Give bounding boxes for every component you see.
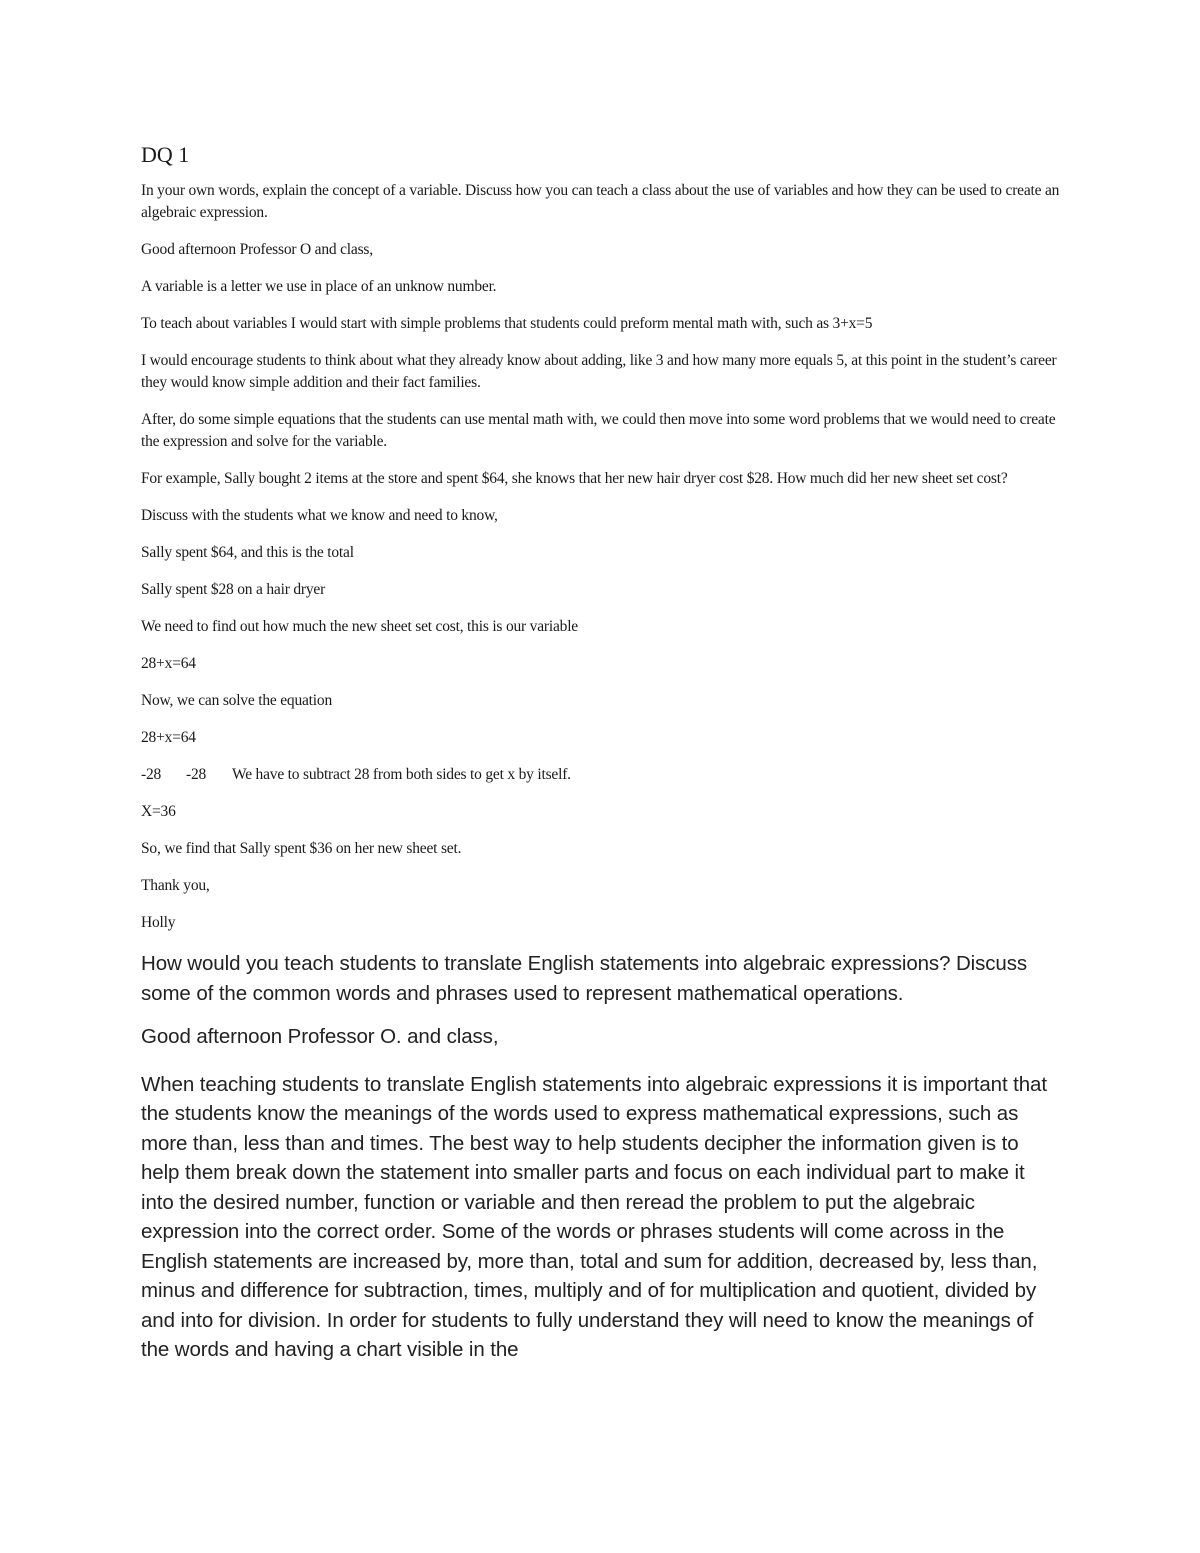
subtract-right: -28 <box>186 766 207 783</box>
document-page <box>141 140 1061 1365</box>
question-2: How would you teach students to translate English statements into algebraic expressions? Discuss some of the common words and phrases used to represent mathematical operations. <box>141 952 1028 1005</box>
paragraph-discuss: Discuss with the students what we know and need to know, <box>141 507 498 524</box>
paragraph-translate: When teaching students to translate English statements into algebraic expressions it is important that the students know the meanings of the words used to express mathematical expressions, such as more than, less than and times. The best way to help students decipher the information given is to help them break down the statement into smaller parts and focus on each individual part to make it into the desired number, function or variable and then reread the problem to put the algebraic expression into the correct order. Some of the words or phrases students will come across in the English statements are increased by, more than, total and sum for addition, decreased by, less than, minus and difference for subtraction, times, multiply and of for multiplication and quotient, divided by and into for division. In order for students to fully understand they will need to know the meanings of the words and having a chart visible in the <box>141 1072 1047 1361</box>
subtraction-row <box>141 764 1061 786</box>
equation-3: X=36 <box>141 803 176 820</box>
paragraph-word-problems: After, do some simple equations that the students can use mental math with, we could then move into some word problems that we would need to create the expression and solve for the variable. <box>141 411 1056 450</box>
paragraph-hair-dryer: Sally spent $28 on a hair dryer <box>141 581 326 598</box>
document-title: DQ 1 <box>141 142 190 167</box>
paragraph-result: So, we find that Sally spent $36 on her new sheet set. <box>141 840 462 857</box>
equation-2: 28+x=64 <box>141 729 196 746</box>
paragraph-example: For example, Sally bought 2 items at the store and spent $64, she knows that her new hair dryer cost $28. How much did her new sheet set cost? <box>141 470 1008 487</box>
closing-thanks: Thank you, <box>141 877 210 894</box>
subtract-left: -28 <box>141 766 162 783</box>
paragraph-teach-variables: To teach about variables I would start with simple problems that students could preform mental math with, such as 3+x=5 <box>141 315 873 332</box>
signature-name: Holly <box>141 914 176 931</box>
question-1: In your own words, explain the concept of a variable. Discuss how you can teach a class about the use of variables and how they can be used to create an algebraic expression. <box>141 182 1060 221</box>
paragraph-variable-definition: A variable is a letter we use in place of an unknow number. <box>141 278 497 295</box>
paragraph-encourage: I would encourage students to think about what they already know about adding, like 3 and how many more equals 5, at this point in the student’s career they would know simple addition and their fact families. <box>141 352 1057 391</box>
greeting-1: Good afternoon Professor O and class, <box>141 241 373 258</box>
subtract-note: We have to subtract 28 from both sides to get x by itself. <box>232 766 571 783</box>
paragraph-find-variable: We need to find out how much the new sheet set cost, this is our variable <box>141 618 578 635</box>
equation-1: 28+x=64 <box>141 655 196 672</box>
greeting-2: Good afternoon Professor O. and class, <box>141 1025 499 1048</box>
paragraph-solve: Now, we can solve the equation <box>141 692 332 709</box>
paragraph-total: Sally spent $64, and this is the total <box>141 544 354 561</box>
